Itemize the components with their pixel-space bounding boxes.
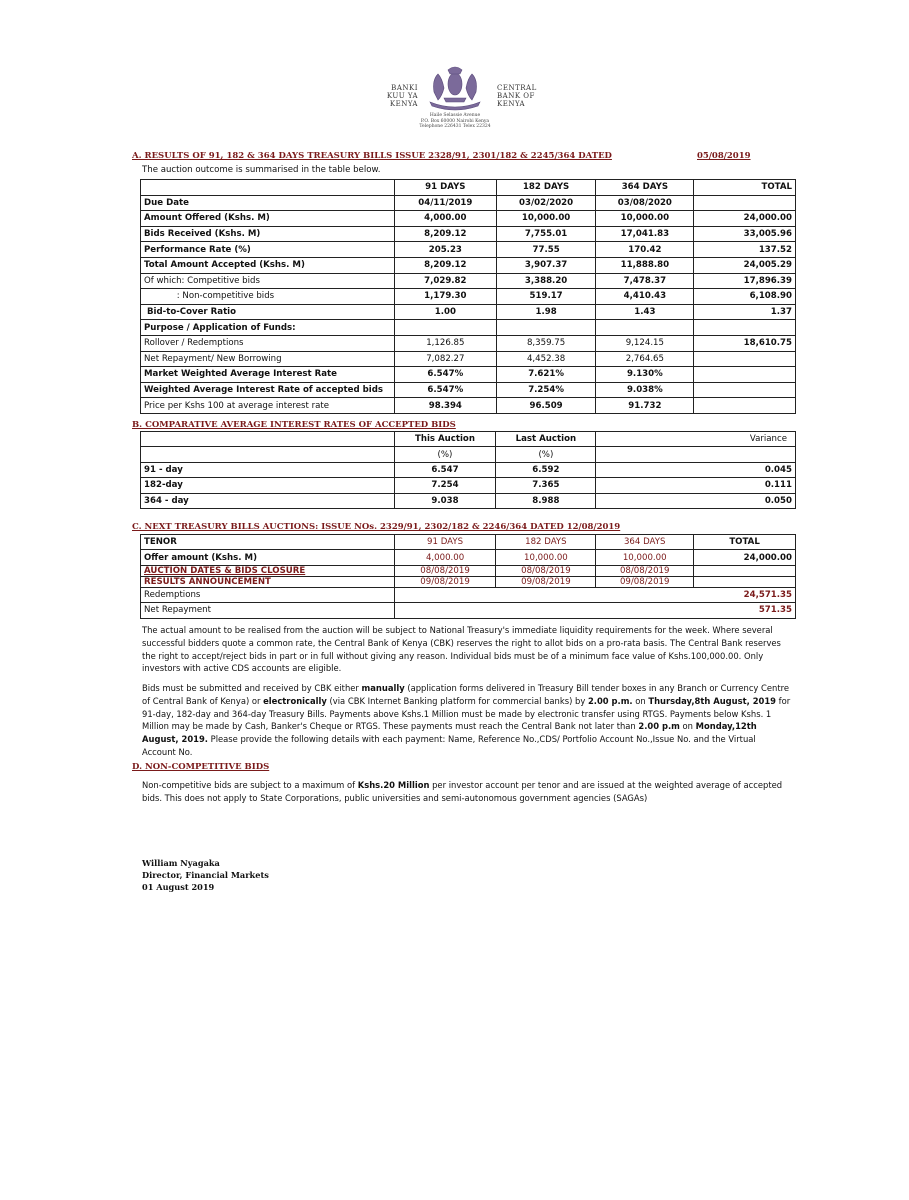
table-row: 91 - day 6.547 6.592 0.045: [141, 462, 796, 477]
table-header-row: 91 DAYS 182 DAYS 364 DAYS TOTAL: [141, 180, 796, 196]
liquidity-note: The actual amount to be realised from the auction will be subject to National Treasury's immediate liquidity requirements for the week. Where several successful bidders quote a common rate, the Central Bank of Kenya (CBK) reserves the right to allot bids on a pro-rata basis. The Central Bank reserves the right to accept/reject bids in part or in full without giving any reason. Individual bids must be of a minimum face value of Kshs.100,000.00. Only investors with active CDS accounts are eligible.: [142, 625, 781, 674]
table-row: Bid-to-Cover Ratio 1.00 1.98 1.43 1.37: [141, 304, 796, 320]
section-c-title: C. NEXT TREASURY BILLS AUCTIONS: ISSUE NOs. 2329/91, 2302/182 & 2246/364 DATED 12/08/2019: [132, 522, 621, 532]
table-row: Rollover / Redemptions 1,126.85 8,359.75 9,124.15 18,610.75: [141, 335, 796, 351]
signature-date: 01 August 2019: [142, 882, 215, 892]
table-row: AUCTION DATES & BIDS CLOSURE 08/08/2019 08/08/2019 08/08/2019: [141, 565, 796, 576]
table-row: Net Repayment 571.35: [141, 603, 796, 618]
table-row: Net Repayment/ New Borrowing 7,082.27 4,452.38 2,764.65: [141, 351, 796, 367]
auction-date: 05/08/2019: [697, 151, 751, 161]
table-row: Due Date 04/11/2019 03/02/2020 03/08/2020: [141, 195, 796, 211]
bid-submission-note: Bids must be submitted and received by CBK either manually (application forms delivered in Treasury Bill tender boxes in any Branch or Currency Centre of Central Bank of Kenya) or electronically (via CBK Internet Banking platform for commercial banks) by 2.00 p.m. on Thursday,8th August, 2019 for 91-day, 182-day and 364-day Treasury Bills. Payments above Kshs.1 Million must be made by electronic transfer using RTGS. Payments below Kshs. 1 Million may be made by Cash, Banker's Cheque or RTGS. These payments must reach the Central Bank not later than 2.00 p.m on Monday,12th August, 2019. Please provide the following details with each payment: Name, Reference No.,CDS/ Portfolio Account No.,Issue No. and the Virtual Account No.: [142, 683, 791, 757]
table-row: Purpose / Application of Funds:: [141, 320, 796, 336]
letterhead-address: Haile Selassie Avenue P.O. Box 60000 Nairobi Kenya Telephone 226431 Telex 22324: [419, 113, 491, 129]
letterhead-english-name: CENTRAL BANK OF KENYA: [497, 84, 537, 108]
table-row: RESULTS ANNOUNCEMENT 09/08/2019 09/08/2019 09/08/2019: [141, 576, 796, 587]
non-competitive-note: Non-competitive bids are subject to a maximum of Kshs.20 Million per investor account per tenor and are issued at the weighted average of accepted bids. This does not apply to State Corporations, public universities and semi-autonomous government agencies (SAGAs): [142, 780, 783, 803]
section-a-title: A. RESULTS OF 91, 182 & 364 DAYS TREASURY BILLS ISSUE 2328/91, 2301/182 & 2245/364 DATED: [132, 151, 612, 161]
section-d-title: D. NON-COMPETITIVE BIDS: [132, 762, 270, 772]
table-row: Total Amount Accepted (Kshs. M) 8,209.12 3,907.37 11,888.80 24,005.29: [141, 257, 796, 273]
coat-of-arms-icon: [420, 62, 490, 112]
table-row: Bids Received (Kshs. M) 8,209.12 7,755.01 17,041.83 33,005.96: [141, 226, 796, 242]
table-row: Offer amount (Kshs. M) 4,000.00 10,000.00 10,000.00 24,000.00: [141, 550, 796, 565]
letterhead-swahili-name: BANKI KUU YA KENYA: [386, 84, 418, 108]
table-header-row: This Auction Last Auction Variance: [141, 432, 796, 447]
table-row: Market Weighted Average Interest Rate 6.547% 7.621% 9.130%: [141, 367, 796, 383]
results-table: [140, 179, 796, 414]
table-row: 364 - day 9.038 8.988 0.050: [141, 493, 796, 508]
table-row: : Non-competitive bids 1,179.30 519.17 4,410.43 6,108.90: [141, 289, 796, 305]
comparative-rates-table: [140, 431, 796, 509]
table-row: 182-day 7.254 7.365 0.111: [141, 478, 796, 493]
table-units-row: (%) (%): [141, 447, 796, 462]
table-row: Performance Rate (%) 205.23 77.55 170.42 137.52: [141, 242, 796, 258]
signature-block: [142, 857, 269, 893]
next-auctions-table: [140, 534, 796, 619]
section-a-intro: The auction outcome is summarised in the table below.: [142, 165, 381, 175]
table-row: Price per Kshs 100 at average interest rate 98.394 96.509 91.732: [141, 398, 796, 414]
table-header-row: TENOR 91 DAYS 182 DAYS 364 DAYS TOTAL: [141, 535, 796, 550]
signatory-name: William Nyagaka: [142, 858, 220, 868]
signatory-title: Director, Financial Markets: [142, 870, 269, 880]
table-row: Of which: Competitive bids 7,029.82 3,388.20 7,478.37 17,896.39: [141, 273, 796, 289]
table-row: Redemptions 24,571.35: [141, 587, 796, 602]
table-row: Amount Offered (Kshs. M) 4,000.00 10,000.00 10,000.00 24,000.00: [141, 211, 796, 227]
table-row: Weighted Average Interest Rate of accepted bids 6.547% 7.254% 9.038%: [141, 382, 796, 398]
section-b-title: B. COMPARATIVE AVERAGE INTEREST RATES OF ACCEPTED BIDS: [132, 420, 456, 430]
